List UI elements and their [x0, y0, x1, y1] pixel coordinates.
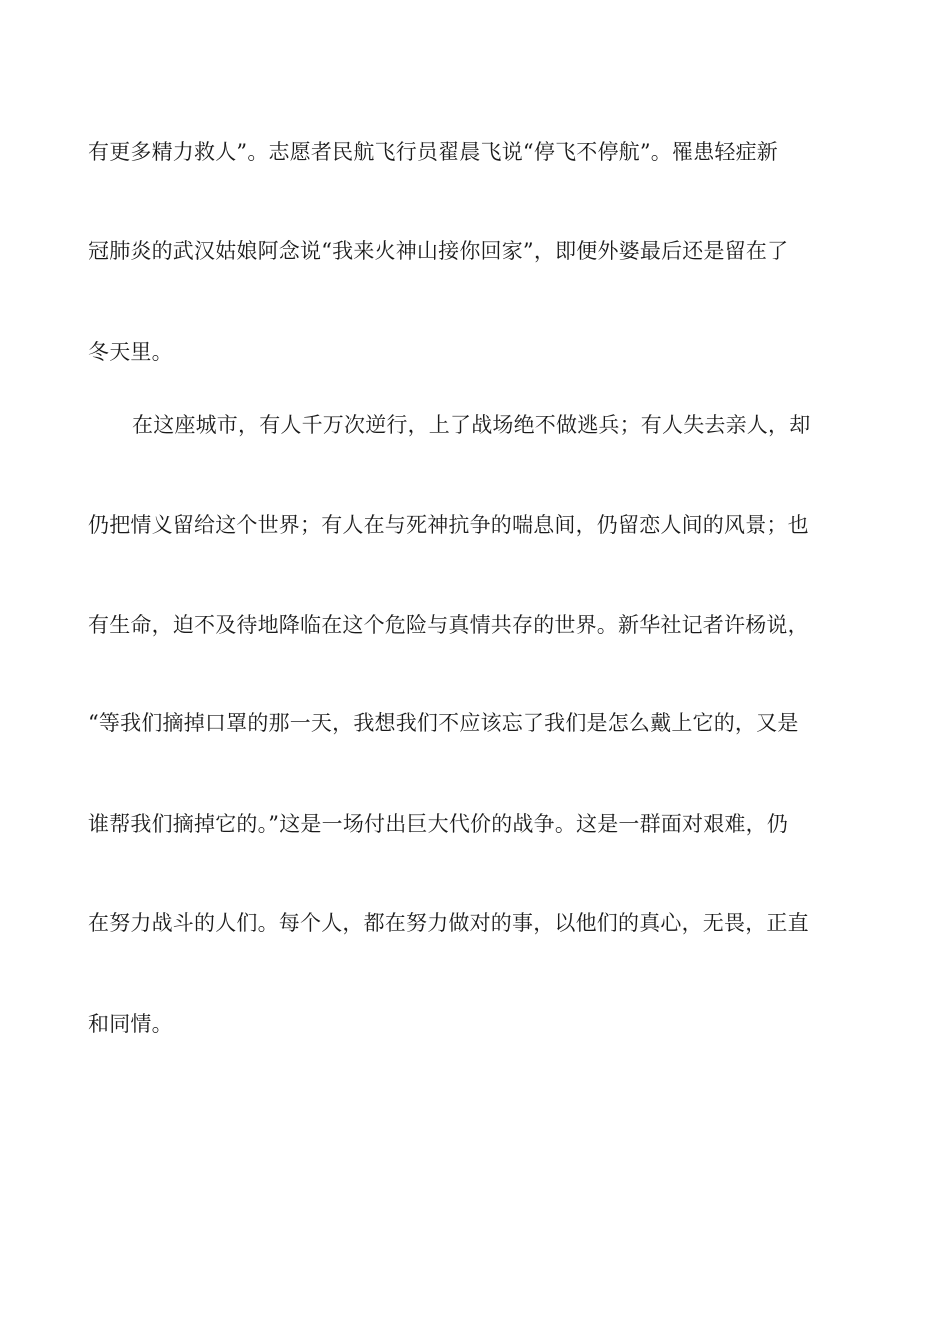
paragraph-line: 有更多精力救人”。志愿者民航飞行员翟晨飞说“停飞不停航”。罹患轻症新: [88, 140, 779, 164]
paragraph-line: 和同情。: [88, 1012, 173, 1036]
paragraph-line: “等我们摘掉口罩的那一天，我想我们不应该忘了我们是怎么戴上它的，又是: [88, 711, 799, 735]
paragraph-line: 有生命，迫不及待地降临在这个危险与真情共存的世界。新华社记者许杨说，: [88, 613, 809, 637]
paragraph-line: 在这座城市，有人千万次逆行，上了战场绝不做逃兵；有人失去亲人，却: [132, 413, 811, 437]
paragraph-line: 冬天里。: [88, 340, 173, 364]
paragraph-line: 冠肺炎的武汉姑娘阿念说“我来火神山接你回家”，即便外婆最后还是留在了: [88, 239, 789, 263]
paragraph-line: 在努力战斗的人们。每个人，都在努力做对的事，以他们的真心，无畏，正直: [88, 911, 809, 935]
paragraph-line: 谁帮我们摘掉它的。”这是一场付出巨大代价的战争。这是一群面对艰难，仍: [88, 812, 789, 836]
paragraph-line: 仍把情义留给这个世界；有人在与死神抗争的喘息间，仍留恋人间的风景；也: [88, 513, 809, 537]
